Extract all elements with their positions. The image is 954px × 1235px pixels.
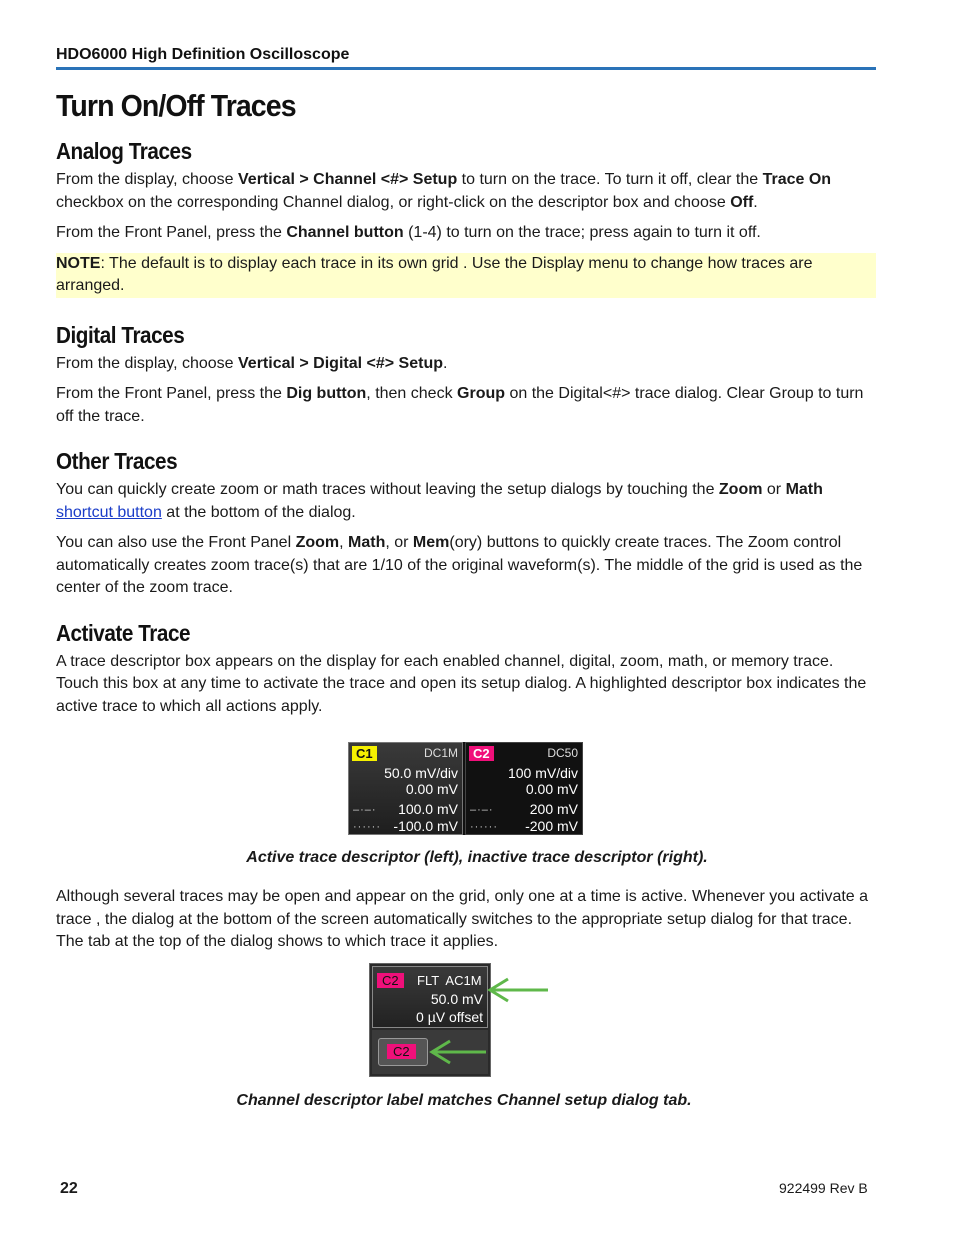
analog-paragraph-2: From the Front Panel, press the Channel button (1-4) to turn on the trace; press again to turn it off. bbox=[56, 224, 761, 241]
activate-paragraph-1: A trace descriptor box appears on the display for each enabled channel, digital, zoom, math, or memory trace. Touch this box at any time to activate the trace and open its setup dialog. A highlighted descriptor box indicates the active trace to which all actions apply. bbox=[56, 652, 867, 715]
trace-descriptor-figure bbox=[348, 742, 583, 835]
green-arrow-icon-2 bbox=[428, 1037, 490, 1067]
c2-tag: C2 bbox=[469, 746, 494, 761]
fig2-offset: 0 µV offset bbox=[416, 1009, 483, 1025]
header-title: HDO6000 High Definition Oscilloscope bbox=[56, 46, 350, 63]
other-heading: Other Traces bbox=[56, 448, 178, 474]
figure-1-caption: Active trace descriptor (left), inactive trace descriptor (right). bbox=[246, 849, 708, 866]
fig2-coupling: FLT AC1M bbox=[417, 973, 482, 988]
figure-2-caption: Channel descriptor label matches Channel setup dialog tab. bbox=[236, 1092, 692, 1109]
green-arrow-icon-1 bbox=[484, 975, 554, 1005]
c2-setup-tab-label: C2 bbox=[387, 1044, 416, 1059]
page-number: 22 bbox=[60, 1180, 78, 1197]
c1-coupling: DC1M bbox=[423, 746, 458, 760]
c1-dash-marker-2: ······ bbox=[353, 821, 381, 833]
note-text: : The default is to display each trace in its own grid . Use the Display menu to change how traces are arranged. bbox=[56, 254, 813, 294]
other-paragraph-2: You can also use the Front Panel Zoom, Math, or Mem(ory) buttons to quickly create traces. The Zoom control automatically creates zoom trace(s) that are 1/10 of the original waveform(s). The middle of the grid is used as the center of the zoom trace. bbox=[56, 534, 863, 596]
c2-dash-marker-1: –·–· bbox=[470, 804, 494, 816]
shortcut-button-link[interactable]: shortcut button bbox=[56, 503, 162, 521]
page-title: Turn On/Off Traces bbox=[56, 88, 296, 123]
note-label: NOTE bbox=[56, 254, 101, 272]
c1-offset: 0.00 mV bbox=[405, 781, 458, 797]
c2-descriptor-box[interactable] bbox=[372, 966, 488, 1028]
c1-value-1: 100.0 mV bbox=[398, 801, 458, 817]
c2-scale: 100 mV/div bbox=[507, 765, 578, 781]
c1-value-2: -100.0 mV bbox=[393, 818, 458, 834]
c2-dash-marker-2: ······ bbox=[470, 821, 498, 833]
c2-coupling: DC50 bbox=[547, 746, 578, 760]
fig2-scale: 50.0 mV bbox=[430, 991, 483, 1007]
revision-label: 922499 Rev B bbox=[779, 1180, 868, 1196]
analog-heading: Analog Traces bbox=[56, 138, 192, 164]
activate-paragraph-2: Although several traces may be open and appear on the grid, only one at a time is active. Whenever you activate a trace , the dialog at the bottom of the screen automatically switches to the appropriate setup dialog for that trace. The tab at the top of the dialog shows to which trace it applies. bbox=[56, 888, 869, 950]
c1-tag: C1 bbox=[352, 746, 377, 761]
main-content bbox=[56, 88, 876, 726]
digital-paragraph-1: From the display, choose Vertical > Digital <#> Setup. bbox=[56, 354, 448, 372]
c2-value-2: -200 mV bbox=[525, 818, 578, 834]
c2-setup-tab[interactable] bbox=[378, 1038, 428, 1066]
c1-descriptor-active[interactable] bbox=[348, 742, 463, 835]
digital-paragraph-2: From the Front Panel, press the Dig button, then check Group on the Digital<#> trace dialog. Clear Group to turn off the trace. bbox=[56, 385, 864, 425]
c2-value-1: 200 mV bbox=[529, 801, 578, 817]
c2-descriptor-inactive[interactable] bbox=[465, 742, 583, 835]
other-paragraph-1: You can quickly create zoom or math traces without leaving the setup dialogs by touching the Zoom or Math shortcut button at the bottom of the dialog. bbox=[56, 481, 823, 521]
note-box bbox=[56, 253, 876, 298]
analog-paragraph-1: From the display, choose Vertical > Channel <#> Setup to turn on the trace. To turn it off, clear the Trace On checkbox on the corresponding Channel dialog, or right-click on the descriptor box and choose Off. bbox=[56, 171, 832, 211]
running-header bbox=[56, 45, 876, 70]
digital-heading: Digital Traces bbox=[56, 321, 185, 348]
c2-offset: 0.00 mV bbox=[525, 781, 578, 797]
fig2-c2-tag: C2 bbox=[377, 973, 404, 988]
c1-scale: 50.0 mV/div bbox=[384, 765, 458, 781]
c1-dash-marker-1: –·–· bbox=[353, 804, 377, 816]
activate-heading: Activate Trace bbox=[56, 619, 191, 646]
